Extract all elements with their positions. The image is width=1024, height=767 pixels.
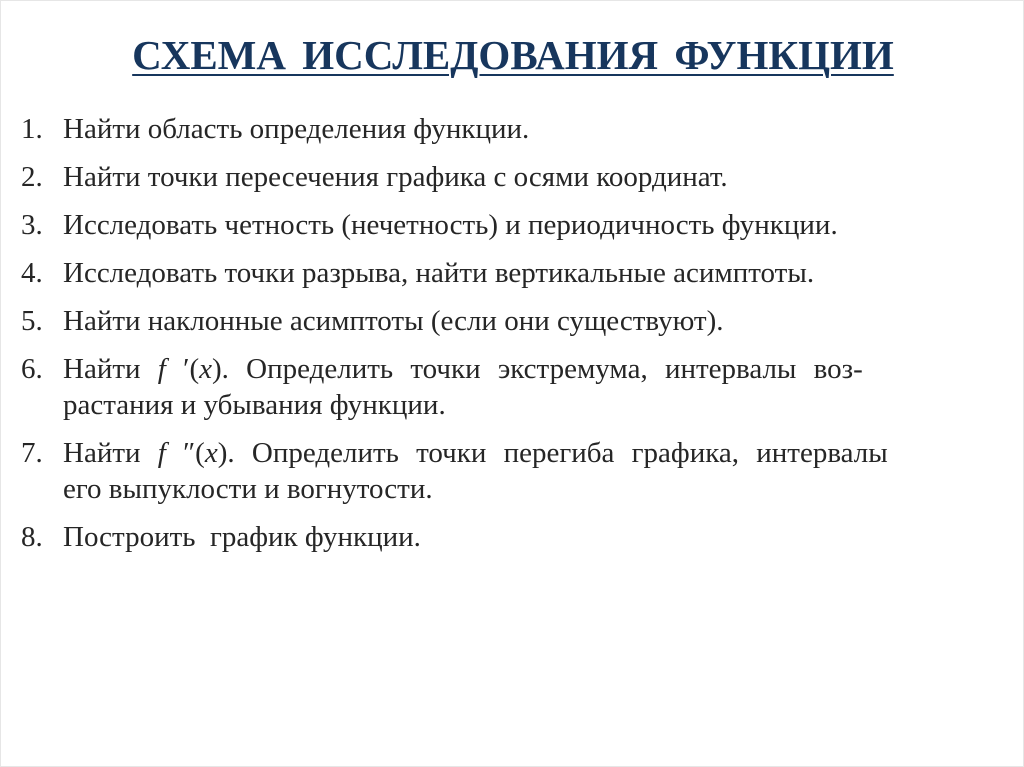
step-text (63, 351, 991, 423)
list-item (21, 255, 991, 291)
step-line-1 (63, 351, 991, 387)
list-item (21, 111, 991, 147)
step-rest: Определить точки экстремума, интервалы воз- (246, 353, 863, 385)
step-line-2: его выпуклости и вогнутости. (63, 473, 433, 505)
step-text: Найти точки пересечения графика с осями координат. (63, 161, 728, 193)
list-item (21, 159, 991, 195)
step-line-2: растания и убывания функции. (63, 389, 446, 421)
derivative-close: ). (211, 353, 229, 385)
list-item (21, 435, 991, 507)
step-text (63, 435, 991, 507)
step-number: 1. (21, 113, 43, 145)
slide-title: СХЕМА ИССЛЕДОВАНИЯ ФУНКЦИИ (132, 32, 894, 78)
step-number: 2. (21, 161, 43, 193)
step-number: 6. (21, 353, 43, 385)
step-number: 3. (21, 209, 43, 241)
step-number: 8. (21, 521, 43, 553)
step-number: 7. (21, 437, 43, 469)
step-prefix: Найти (63, 353, 141, 385)
list-item (21, 519, 991, 555)
derivative-mark: ′( (165, 353, 200, 385)
step-text: Исследовать точки разрыва, найти вертикальные асимптоты. (63, 257, 815, 289)
step-text: Найти наклонные асимптоты (если они существуют). (63, 305, 724, 337)
list-item (21, 351, 991, 423)
step-text: Построить график функции. (63, 521, 421, 553)
function-symbol: f (157, 437, 166, 469)
function-argument: x (199, 353, 212, 385)
function-symbol: f (157, 353, 166, 385)
step-rest: Определить точки перегиба графика, интервалы (251, 437, 888, 469)
step-text: Найти область определения функции. (63, 113, 530, 145)
step-line-1 (63, 435, 991, 471)
step-text: Исследовать четность (нечетность) и периодичность функции. (63, 209, 838, 241)
step-number: 5. (21, 305, 43, 337)
step-prefix: Найти (63, 437, 141, 469)
function-argument: x (204, 437, 218, 469)
list-item (21, 207, 991, 243)
list-item (21, 303, 991, 339)
derivative-close: ). (217, 437, 235, 469)
step-number: 4. (21, 257, 43, 289)
steps-list (21, 111, 991, 567)
derivative-mark: ″( (165, 437, 205, 469)
